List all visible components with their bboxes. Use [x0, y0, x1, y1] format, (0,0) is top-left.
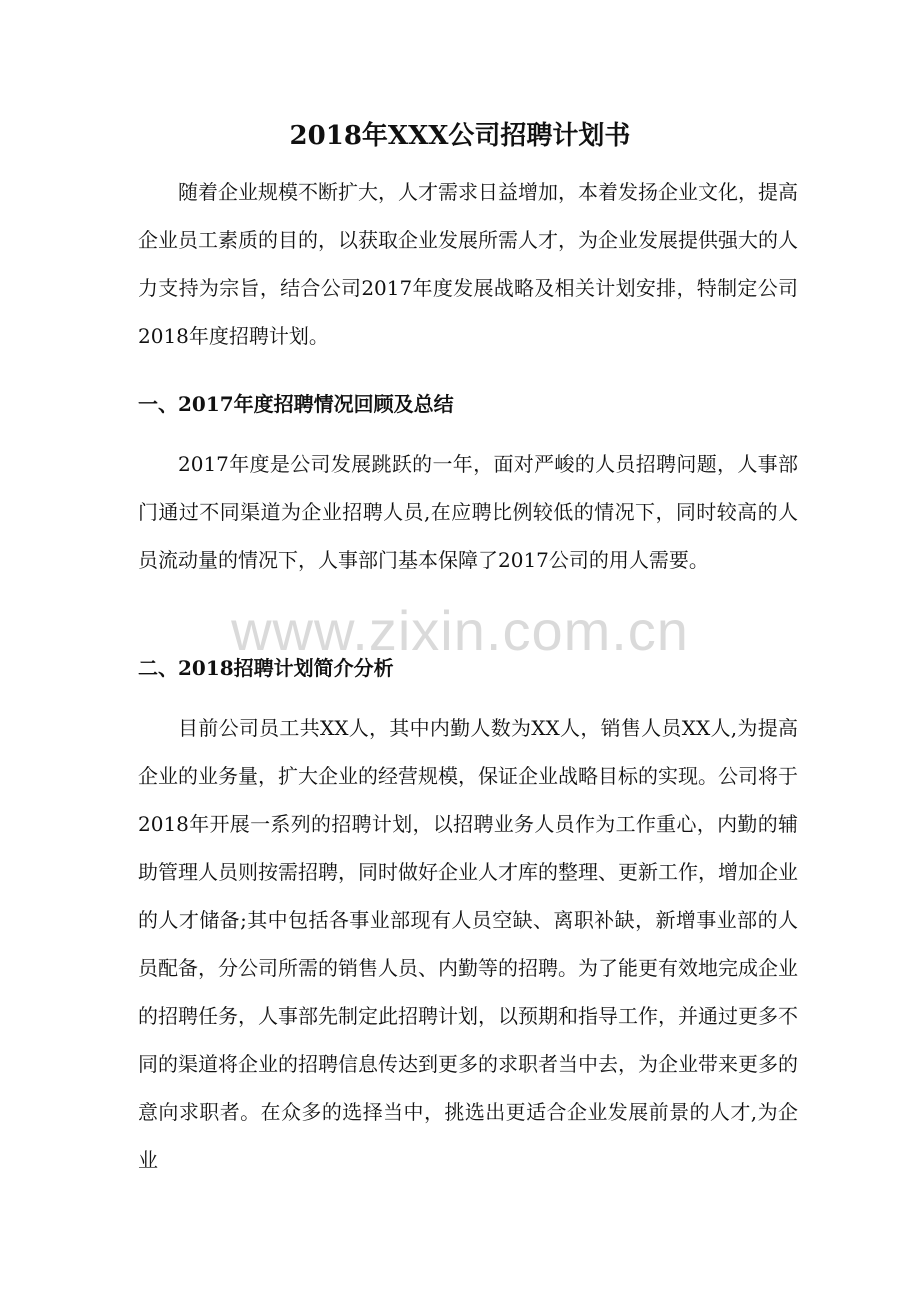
intro-paragraph: 随着企业规模不断扩大，人才需求日益增加，本着发扬企业文化，提高企业员工素质的目的，以获取企业发展所需人才，为企业发展提供强大的人力支持为宗旨，结合公司2017年度发展战略及相关计划安排，特制定公司2018年度招聘计划。 [138, 180, 798, 348]
watermark: www.zixin.com.cn [231, 599, 689, 662]
section-body-2018-plan: 目前公司员工共XX人，其中内勤人数为XX人，销售人员XX人,为提高企业的业务量，扩大企业的经营规模，保证企业战略目标的实现。公司将于2018年开展一系列的招聘计划，以招聘业务人员作为工作重心，内勤的辅助管理人员则按需招聘，同时做好企业人才库的整理、更新工作，增加企业的人才储备;其中包括各事业部现有人员空缺、离职补缺，新增事业部的人员配备，分公司所需的销售人员、内勤等的招聘。为了能更有效地完成企业的招聘任务，人事部先制定此招聘计划，以预期和指导工作，并通过更多不同的渠道将企业的招聘信息传达到更多的求职者当中去，为企业带来更多的意向求职者。在众多的选择当中，挑选出更适合企业发展前景的人才,为企业 [138, 716, 798, 1172]
section-heading-2018-plan: 二、2018招聘计划简介分析 [138, 656, 394, 680]
document-title: 2018年XXX公司招聘计划书 [289, 121, 631, 151]
section-heading-2017-review: 一、2017年度招聘情况回顾及总结 [138, 392, 454, 416]
section-body-2017-review: 2017年度是公司发展跳跃的一年，面对严峻的人员招聘问题，人事部门通过不同渠道为企业招聘人员,在应聘比例较低的情况下，同时较高的人员流动量的情况下，人事部门基本保障了2017公司的用人需要。 [138, 452, 798, 572]
